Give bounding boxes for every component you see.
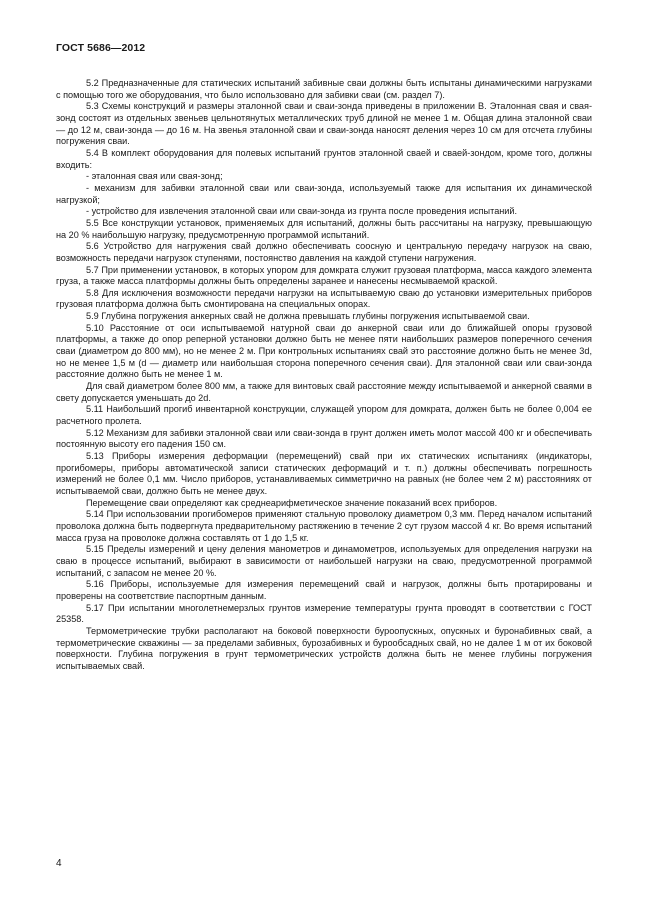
paragraph-5-16: 5.16 Приборы, используемые для измерения перемещений свай и нагрузок, должны быть протарированы и проверены на соответствие паспортным данным. bbox=[56, 579, 592, 601]
paragraph-5-12: 5.12 Механизм для забивки эталонной сваи или сваи-зонда в грунт должен иметь молот массой 400 кг и обеспечивать постоянную высоту его падения 150 см. bbox=[56, 427, 592, 450]
paragraph-5-9: 5.9 Глубина погружения анкерных свай не должна превышать глубины погружения испытываемой сваи. bbox=[86, 311, 530, 322]
paragraph-5-11: 5.11 Наибольший прогиб инвентарной конструкции, служащей упором для домкрата, должен быть не более 0,004 ее расчетного пролета. bbox=[56, 404, 592, 427]
list-item-driving-mechanism: - механизм для забивки эталонной сваи или сваи-зонда, используемый также для испытания их динамической нагрузкой; bbox=[56, 182, 592, 205]
paragraph-5-10: 5.10 Расстояние от оси испытываемой натурной сваи до анкерной сваи или до ближайшей опоры грузовой платформы, а также до опор реперной установки должно быть не менее пяти наибольших размеров поперечного сечения сваи (диаметром до 800 мм), но не менее 2 м. При контрольных испытаниях свай это расстояние должно быть не менее 3d, но не менее 1,5 м (d — диаметр или наибольшая сторона поперечного сечения сваи). Для эталонной сваи или сваи-зонда расстояние должно быть не менее 1 м. bbox=[56, 322, 592, 380]
paragraph-5-4: 5.4 В комплект оборудования для полевых испытаний грунтов эталонной сваей и сваей-зондом, кроме того, должны входить: bbox=[56, 147, 592, 170]
paragraph-5-17: 5.17 При испытании многолетнемерзлых грунтов измерение температуры грунта проводят в соответствии с ГОСТ 25358. bbox=[56, 602, 592, 625]
paragraph-5-3: 5.3 Схемы конструкций и размеры эталонной сваи и сваи-зонда приведены в приложении В. Эталонная свая и свая-зонд состоят из отдельных звеньев цельнотянутых металлических труб длиной не менее 1 м. Общая длина эталонной сваи — до 12 м, сваи-зонда — до 16 м. На звенья эталонной сваи и сваи-зонда наносят деления через 10 см для отсчета глубины погружения сваи. bbox=[56, 101, 592, 147]
list-item-reference-pile: - эталонная свая или свая-зонд; bbox=[86, 171, 223, 182]
list-item-extraction-device: - устройство для извлечения эталонной сваи или сваи-зонда из грунта после проведения испытаний. bbox=[86, 206, 518, 217]
paragraph-5-6: 5.6 Устройство для нагружения свай должно обеспечивать соосную и центральную передачу нагрузок на сваю, возможность передачи нагрузок ступенями, постоянство давления на каждой ступени нагружения. bbox=[56, 241, 592, 263]
paragraph-5-15: 5.15 Пределы измерений и цену деления манометров и динамометров, используемых для определения нагрузки на сваю в процессе испытаний, выбирают в зависимости от наибольшей нагрузки на сваю, предусмотренной программой испытаний, с запасом не менее 20 %. bbox=[56, 544, 592, 578]
paragraph-5-13-continued: Перемещение сваи определяют как среднеарифметическое значение показаний всех приборов. bbox=[86, 497, 498, 508]
document-body bbox=[56, 78, 592, 672]
document-code-header: ГОСТ 5686—2012 bbox=[56, 42, 146, 54]
paragraph-5-7: 5.7 При применении установок, в которых упором для домкрата служит грузовая платформа, масса каждого элемента груза, а также масса платформы должны быть определены заранее и нанесены несмываемой краской. bbox=[56, 264, 592, 287]
paragraph-5-14: 5.14 При использовании прогибомеров применяют стальную проволоку диаметром 0,3 мм. Перед началом испытаний проволока должна быть подвергнута предварительному растяжению в течение 2 сут грузом массой 4 кг. Во время испытаний масса груза на проволоке должна составлять от 1 до 1,5 кг. bbox=[56, 509, 592, 543]
paragraph-5-13: 5.13 Приборы измерения деформации (перемещений) свай при их статических испытаниях (индикаторы, прогибомеры, приборы автоматической записи статических деформаций и т. п.) должны обеспечивать погрешность измерений не более 0,1 мм. Число приборов, устанавливаемых симметрично на равных (не более чем 2 м) расстояниях от испытываемой сваи, должно быть не менее двух. bbox=[56, 451, 592, 496]
page-number: 4 bbox=[56, 858, 62, 869]
paragraph-5-17-continued: Термометрические трубки располагают на боковой поверхности бурoопускных, опускных и буронабивных свай, а термометрические скважины — за пределами забивных, бурозабивных и бурообсадных свай, но не далее 1 м от их боковой поверхности. Глубина погружения в грунт термометрических устройств должна быть не менее глубины погружения испытываемых свай. bbox=[56, 625, 592, 671]
paragraph-5-2: 5.2 Предназначенные для статических испытаний забивные сваи должны быть испытаны динамическими нагрузками с помощью того же оборудования, что было использовано для забивки сваи (см. раздел 7). bbox=[56, 78, 592, 100]
paragraph-5-8: 5.8 Для исключения возможности передачи нагрузки на испытываемую сваю до установки измерительных приборов грузовая платформа должна быть смонтирована на специальных опорах. bbox=[56, 287, 592, 310]
paragraph-5-5: 5.5 Все конструкции установок, применяемых для испытаний, должны быть рассчитаны на нагрузку, превышающую на 20 % наибольшую нагрузку, предусмотренную программой испытаний. bbox=[56, 217, 592, 240]
paragraph-5-10-continued: Для свай диаметром более 800 мм, а также для винтовых свай расстояние между испытываемой и анкерной сваями в свету допускается уменьшать до 2d. bbox=[56, 381, 592, 403]
